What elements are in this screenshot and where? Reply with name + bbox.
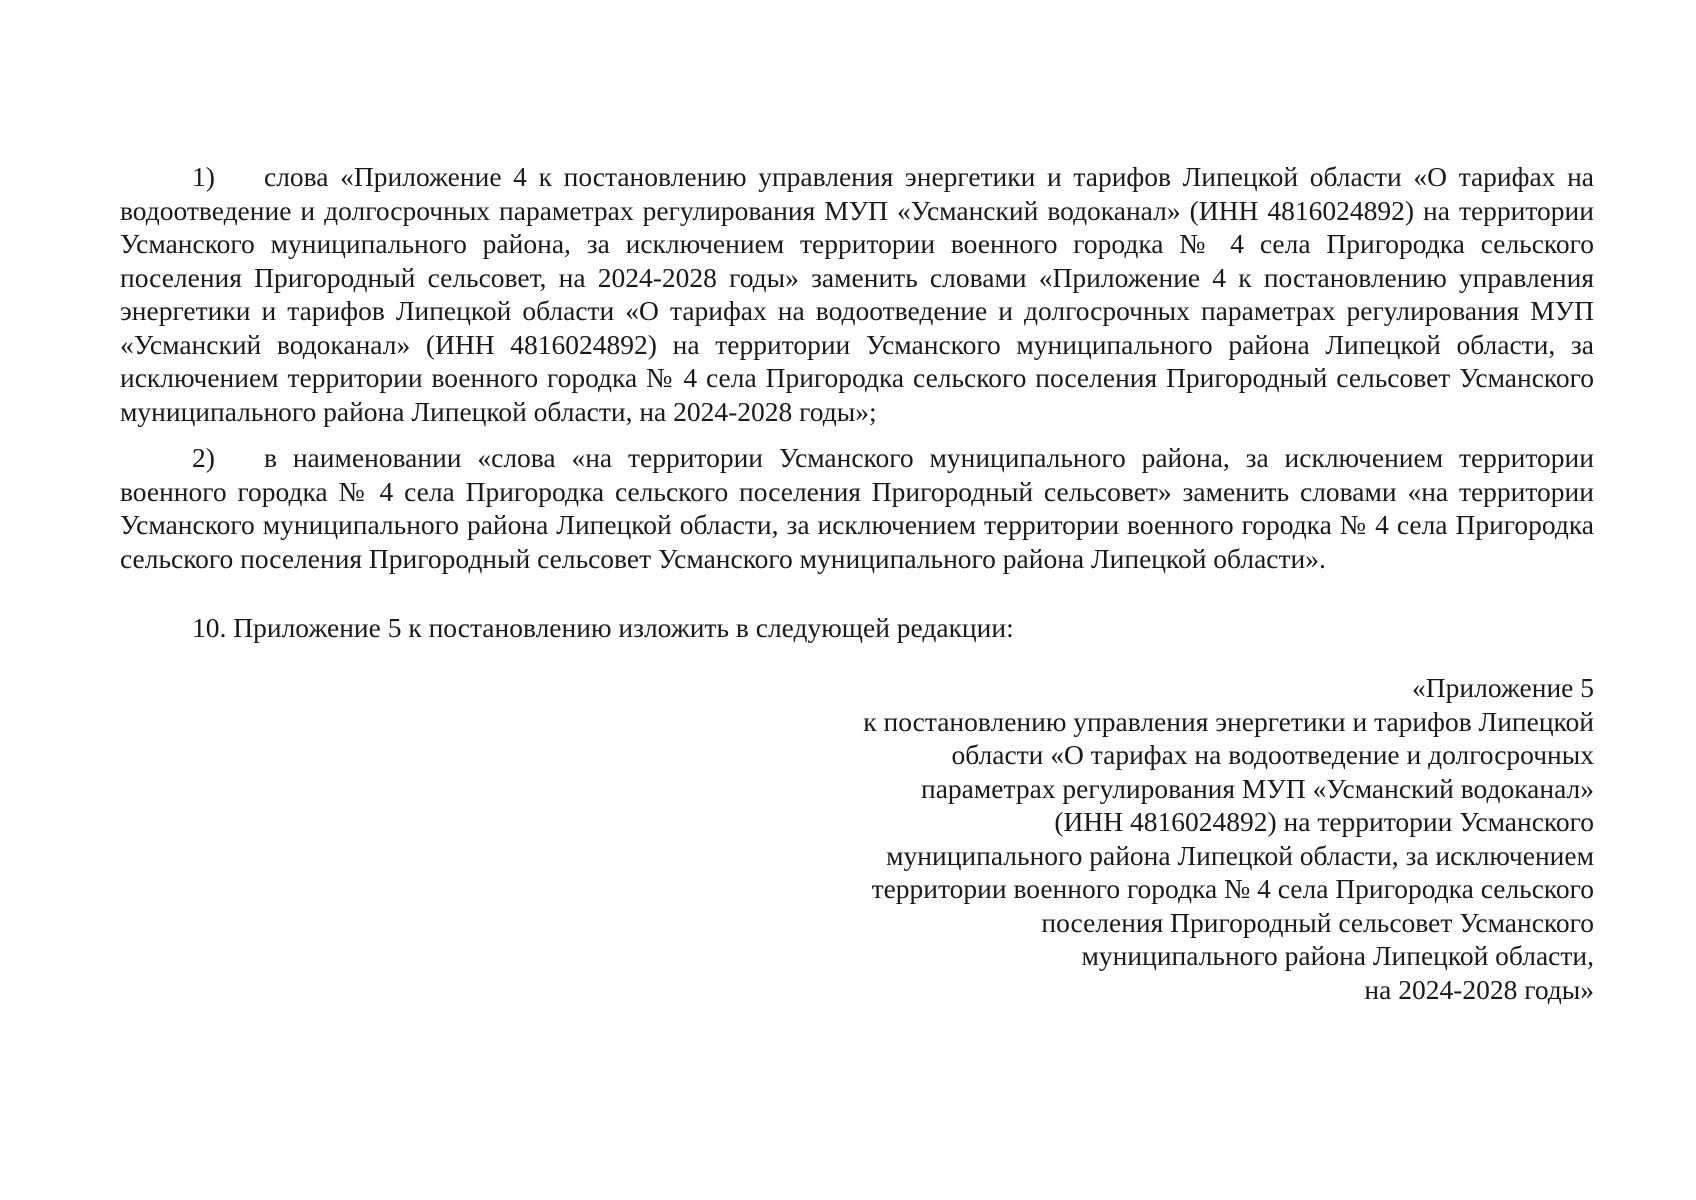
appendix-header-block [830, 671, 1594, 1006]
item-2-text: в наименовании «слова «на территории Усманского муниципального района, за исключением территории военного городка № 4 села Пригородка сельского поселения Пригородный сельсовет» заменить словами «на территории Усманского муниципального района Липецкой области, за исключением территории военного городка № 4 села Пригородка сельского поселения Пригородный сельсовет Усманского муниципального района Липецкой области». [120, 442, 1594, 574]
appendix-line: к постановлению управления энергетики и тарифов Липецкой [863, 705, 1594, 737]
appendix-line: области «О тарифах на водоотведение и долгосрочных [951, 739, 1594, 770]
item-1-number: 1) [192, 161, 215, 192]
item-2-number: 2) [192, 442, 215, 473]
appendix-line: муниципального района Липецкой области, [1081, 940, 1594, 971]
appendix-line: поселения Пригородный сельсовет Усманского [1041, 906, 1594, 938]
paragraph-item-1 [120, 160, 1594, 428]
item-1-text: слова «Приложение 4 к постановлению управления энергетики и тарифов Липецкой области «О тарифах на водоотведение и долгосрочных параметрах регулирования МУП «Усманский водоканал» (ИНН 4816024892) на территории Усманского муниципального района, за исключением территории военного городка № 4 села Пригородка сельского поселения Пригородный сельсовет, на 2024-2028 годы» заменить словами «Приложение 4 к постановлению управления энергетики и тарифов Липецкой области «О тарифах на водоотведение и долгосрочных параметрах регулирования МУП «Усманский водоканал» (ИНН 4816024892) на территории Усманского муниципального района Липецкой области, за исключением территории военного городка № 4 села Пригородка сельского поселения Пригородный сельсовет Усманского муниципального района Липецкой области, на 2024-2028 годы»; [120, 161, 1594, 427]
appendix-line: муниципального района Липецкой области, за исключением [886, 839, 1594, 871]
appendix-line: на 2024-2028 годы» [1364, 973, 1594, 1005]
appendix-line: территории военного городка № 4 села Пригородка сельского [871, 873, 1594, 904]
paragraph-item-2 [120, 441, 1594, 575]
item-10-text: 10. Приложение 5 к постановлению изложить в следующей редакции: [192, 612, 1014, 643]
appendix-line: «Приложение 5 [1412, 672, 1594, 703]
paragraph-item-10 [120, 611, 1594, 645]
appendix-line: (ИНН 4816024892) на территории Усманского [1054, 806, 1594, 837]
document-body [120, 160, 1594, 645]
appendix-line: параметрах регулирования МУП «Усманский водоканал» [921, 772, 1594, 804]
